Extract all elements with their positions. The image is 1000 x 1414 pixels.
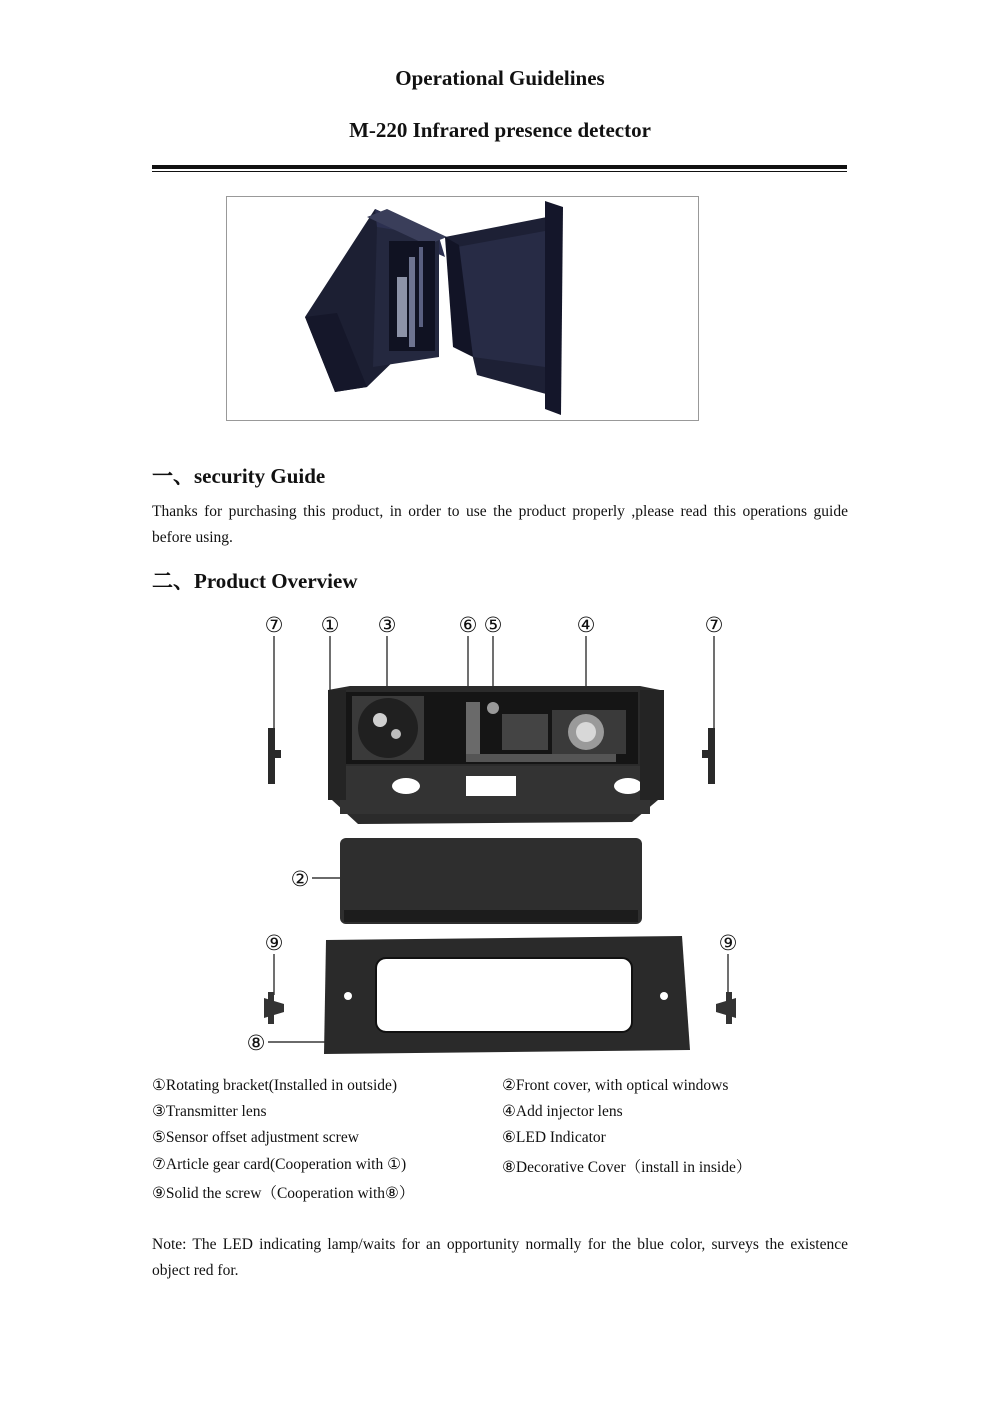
legend-item-7: ⑦Article gear card(Cooperation with ①)	[152, 1156, 407, 1173]
callout-6: ⑥	[458, 613, 478, 637]
callout-5: ⑤	[483, 613, 503, 637]
title-rule-thick	[152, 165, 847, 169]
callout-1: ①	[320, 613, 340, 637]
legend-item-2: ②Front cover, with optical windows	[502, 1077, 729, 1094]
section-heading-overview: 二、Product Overview	[152, 569, 358, 593]
legend-item-4: ④Add injector lens	[502, 1103, 623, 1120]
led-note: Note: The LED indicating lamp/waits for an opportunity normally for the blue color, surveys the existence object red for.	[152, 1236, 848, 1279]
section-heading-security: 一、security Guide	[152, 464, 326, 488]
product-exploded-diagram	[240, 610, 760, 1060]
callout-9-right: ⑨	[718, 931, 738, 955]
callout-2: ②	[290, 867, 310, 891]
document-subtitle: M-220 Infrared presence detector	[349, 118, 651, 142]
callout-3: ③	[377, 613, 397, 637]
callout-4: ④	[576, 613, 596, 637]
callout-9-left: ⑨	[264, 931, 284, 955]
callout-7-left: ⑦	[264, 613, 284, 637]
legend-item-3: ③Transmitter lens	[152, 1103, 267, 1120]
legend-item-6: ⑥LED Indicator	[502, 1129, 606, 1146]
callout-8: ⑧	[246, 1031, 266, 1055]
legend-item-5: ⑤Sensor offset adjustment screw	[152, 1129, 359, 1146]
legend-item-9: ⑨Solid the screw（Cooperation with⑧）	[152, 1185, 415, 1202]
callout-7-right: ⑦	[704, 613, 724, 637]
product-photo-drawing	[227, 197, 698, 420]
title-rule-thin	[152, 171, 847, 172]
product-photo	[226, 196, 699, 421]
security-guide-text: Thanks for purchasing this product, in order to use the product properly ,please read this operations guide before using.	[152, 503, 848, 546]
document-title: Operational Guidelines	[395, 66, 605, 90]
legend-item-1: ①Rotating bracket(Installed in outside)	[152, 1077, 398, 1094]
legend-item-8: ⑧Decorative Cover（install in inside）	[502, 1159, 752, 1176]
